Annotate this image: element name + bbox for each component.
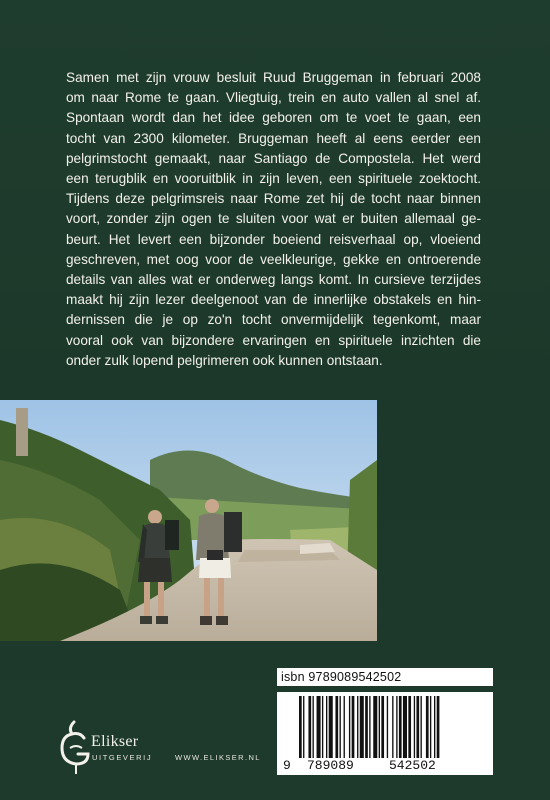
barcode-digit-group-right: 542502 (389, 758, 436, 773)
barcode-bar (313, 696, 314, 758)
barcode-bar (317, 696, 321, 758)
barcode-bar (437, 696, 440, 758)
barcode-bar (352, 696, 355, 758)
barcode-digit-group-left: 789089 (307, 758, 354, 773)
blurb-line: om naar Rome te gaan. Vliegtuig, trein en auto vallen al snel af. (66, 90, 481, 106)
publisher-name: Elikser (91, 733, 139, 750)
blurb-line: een terugblik en vooruitblik in zijn leven, een spirituele zoektocht. (66, 171, 481, 187)
barcode-bar (434, 696, 435, 758)
isbn-barcode (277, 692, 493, 775)
blurb-line: geschreven, met oog voor de veelkleurige, gekke en ontroerende (66, 251, 481, 267)
barcode-bar (335, 696, 338, 758)
blurb-line: vooral ook van bijzondere ervaringen en spirituele inzichten die (66, 332, 481, 348)
barcode-digit-lead: 9 (283, 758, 291, 773)
barcode-bar (392, 696, 393, 758)
barcode-bar (369, 696, 370, 758)
barcode-bar (414, 696, 415, 758)
barcode-bar (344, 696, 345, 758)
blurb-line: details van alles wat er onderweg langs komt. In cursieve terzijdes (66, 272, 481, 288)
barcode-bar (340, 696, 341, 758)
two-hikers-on-country-road-icon (0, 400, 377, 641)
barcode-bar (426, 696, 429, 758)
barcode-bar (379, 696, 380, 758)
barcode-bar (430, 696, 431, 758)
blurb-line: tocht van 2300 kilometer. Bruggeman heeft al eens eerder een (66, 130, 481, 146)
blurb-line: beurt. Het levert een bijzonder boeiend reisverhaal op, vloeiend (66, 231, 481, 247)
blurb-line: voort, zonder zijn ogen te sluiten voor wat er buiten allemaal ge- (66, 211, 481, 227)
blurb-line: dernissen die je op zo'n tocht onvermijdelijk tegenkomt, maar (66, 312, 481, 328)
publisher-subtitle: UITGEVERIJ (92, 753, 153, 762)
blurb-line: Samen met zijn vrouw besluit Ruud Bruggeman in februari 2008 (66, 70, 481, 85)
blurb-text (66, 68, 481, 371)
isbn-label: isbn 9789089542502 (277, 668, 493, 686)
blurb-line: onder zulk lopend pelgrimeren ook kunnen ontstaan. (66, 352, 383, 368)
barcode-bar (360, 696, 364, 758)
barcode-bar (381, 696, 384, 758)
barcode-bar (387, 696, 388, 758)
blurb-line: Spontaan wordt dan het idee geboren om te voet te gaan, een (66, 110, 481, 126)
barcode-bar (416, 696, 419, 758)
blurb-line: maakt hij zijn lezer deelgenoot van de innerlijke obstakels en hin- (66, 292, 481, 308)
barcode-bar (408, 696, 411, 758)
hikers-photo (0, 400, 377, 641)
barcode-bar (308, 696, 311, 758)
barcode-bar (349, 696, 350, 758)
barcode-bar (303, 696, 304, 758)
barcode-bar (403, 696, 407, 758)
blurb-line: pelgrimstocht gemaakt, naar Santiago de Compostela. Het werd (66, 150, 481, 166)
barcode-bar (329, 696, 333, 758)
barcode-bar (399, 696, 402, 758)
publisher-website: WWW.ELIKSER.NL (175, 753, 261, 762)
barcode-bar (373, 696, 377, 758)
barcode-bar (421, 696, 422, 758)
barcode-bar (365, 696, 368, 758)
barcode-bar (357, 696, 358, 758)
calligraphic-e-g-monogram-icon (58, 718, 94, 776)
barcode-bar (299, 696, 302, 758)
barcode-bar (326, 696, 327, 758)
barcode-bar (396, 696, 397, 758)
barcode-bar (322, 696, 323, 758)
blurb-line: Tijdens deze pelgrimsreis naar Rome zet hij de tocht naar binnen (66, 191, 481, 207)
